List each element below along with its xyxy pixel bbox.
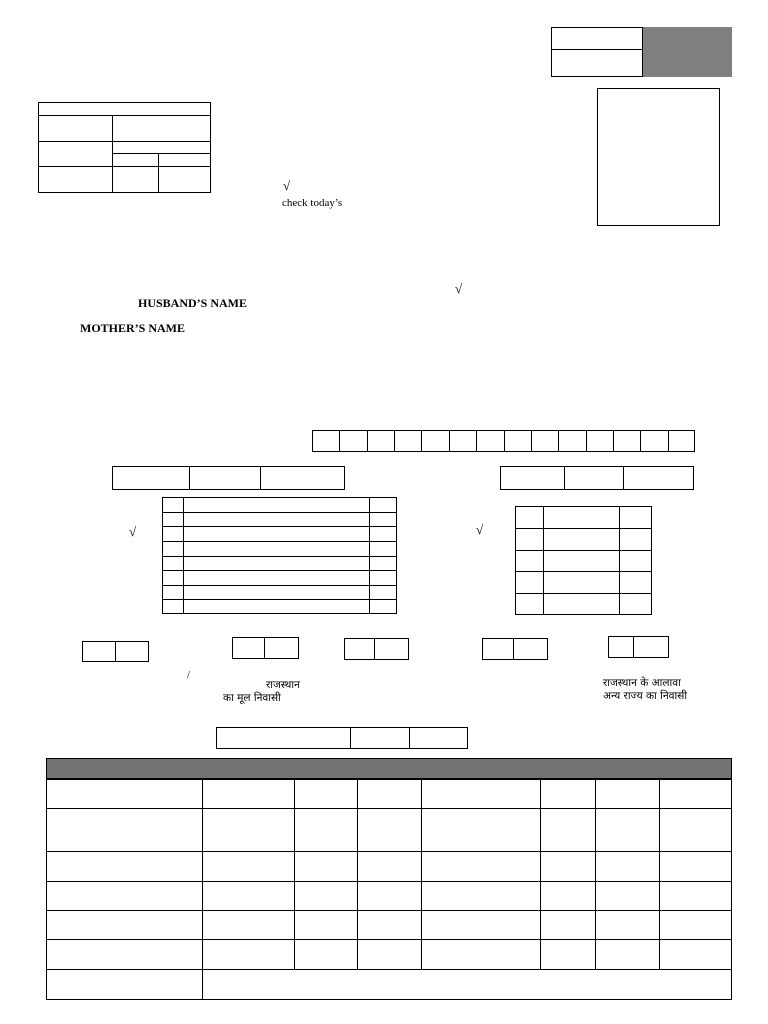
gender-table-row-line [515, 528, 652, 529]
qualification-table-row-line [46, 808, 732, 809]
rajasthan-native-line1: राजस्थान [266, 679, 300, 691]
gender-option-table[interactable] [515, 506, 652, 615]
char-box-divider [531, 430, 532, 452]
date-box-left-divider [260, 466, 261, 490]
qualification-table-row-line [46, 851, 732, 852]
gender-table-row-line [515, 571, 652, 572]
gender-table-line [619, 506, 620, 615]
char-box-divider [558, 430, 559, 452]
office-table-line [112, 115, 113, 193]
qualification-table[interactable] [46, 758, 732, 1000]
qualification-table-col-line [421, 779, 422, 969]
office-table-line [112, 153, 211, 154]
char-box-divider [640, 430, 641, 452]
pre-table-box-divider [409, 727, 410, 749]
char-box-divider [586, 430, 587, 452]
small-box-3-divider [374, 638, 375, 660]
date-box-right-divider [564, 466, 565, 490]
date-box-right[interactable] [500, 466, 694, 490]
qualification-table-col-line [595, 779, 596, 969]
char-box-divider [504, 430, 505, 452]
char-box-divider [668, 430, 669, 452]
top-right-code-divider [551, 49, 643, 50]
small-box-2-divider [264, 637, 265, 659]
char-box-divider [339, 430, 340, 452]
category-table-row-line [162, 570, 397, 571]
husband-name-label: HUSBAND’S NAME [138, 296, 248, 310]
char-box-divider [449, 430, 450, 452]
small-box-2[interactable] [232, 637, 299, 659]
check-mark-1: √ [283, 178, 291, 193]
qualification-table-row-line [46, 881, 732, 882]
char-box-divider [394, 430, 395, 452]
qualification-table-col-line [357, 779, 358, 969]
category-table-row-line [162, 541, 397, 542]
other-state-line1: राजस्थान के आलावा [603, 677, 681, 689]
small-box-4-divider [513, 638, 514, 660]
category-table-row-line [162, 599, 397, 600]
qualification-table-col-line [659, 779, 660, 969]
check-mark-4: √ [476, 522, 484, 537]
rajasthan-native-line2: का मूल निवासी [223, 692, 281, 704]
gender-table-row-line [515, 550, 652, 551]
gender-table-row-line [515, 593, 652, 594]
check-mark-3: √ [129, 524, 137, 539]
small-box-5-divider [633, 636, 634, 658]
top-right-gray-block [643, 27, 732, 77]
pre-table-box[interactable] [216, 727, 468, 749]
other-state-line2: अन्य राज्य का निवासी [603, 690, 688, 702]
small-box-4[interactable] [482, 638, 548, 660]
qualification-table-row-line [46, 939, 732, 940]
qualification-table-col-line [202, 969, 203, 1000]
office-table-line [38, 141, 211, 142]
category-table-row-line [162, 512, 397, 513]
slash-mark: / [187, 669, 191, 681]
date-box-right-divider [623, 466, 624, 490]
qualification-table-row-line [46, 969, 732, 970]
char-box-divider [476, 430, 477, 452]
char-box-divider [613, 430, 614, 452]
small-box-1-divider [115, 641, 116, 662]
date-box-left[interactable] [112, 466, 345, 490]
small-box-3[interactable] [344, 638, 409, 660]
office-table-line [158, 153, 159, 193]
small-box-5[interactable] [608, 636, 669, 658]
char-box-divider [421, 430, 422, 452]
pre-table-box-divider [350, 727, 351, 749]
top-right-code-box [551, 27, 643, 77]
check-today-text: check today’s [282, 197, 343, 209]
category-table-row-line [162, 556, 397, 557]
qualification-table-row-line [46, 779, 732, 780]
check-mark-2: √ [455, 281, 463, 296]
category-table-row-line [162, 585, 397, 586]
gender-table-line [543, 506, 544, 615]
qualification-table-row-line [46, 910, 732, 911]
date-box-left-divider [189, 466, 190, 490]
office-table-line [38, 115, 211, 116]
photo-box [597, 88, 720, 226]
category-table-row-line [162, 526, 397, 527]
qualification-table-col-line [294, 779, 295, 969]
office-table-line [38, 166, 211, 167]
qualification-table-col-line [202, 779, 203, 969]
char-box-divider [367, 430, 368, 452]
qualification-table-col-line [540, 779, 541, 969]
mother-name-label: MOTHER’S NAME [80, 321, 185, 335]
